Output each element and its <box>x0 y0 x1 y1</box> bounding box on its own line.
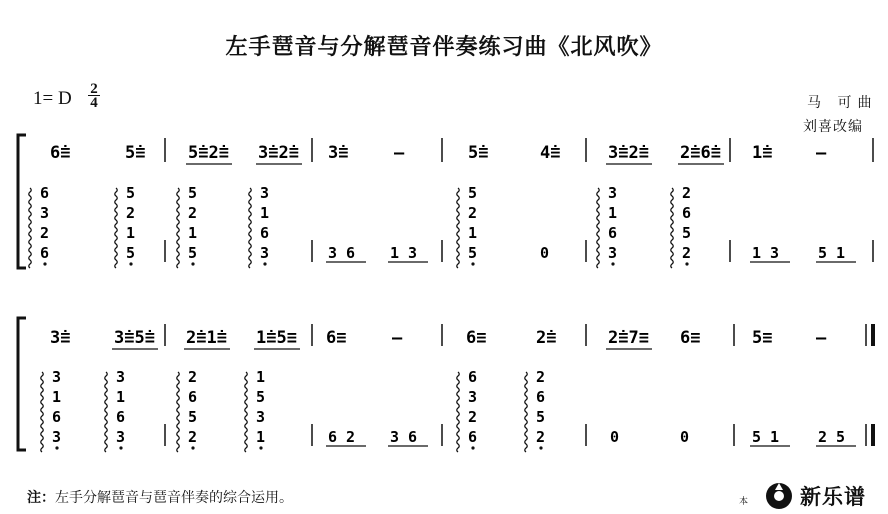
octave-dot <box>55 446 58 449</box>
meter-top: 2 <box>88 82 100 96</box>
octave-dot <box>685 262 688 265</box>
octave-dot <box>191 262 194 265</box>
bass-note: 3 6 <box>390 428 418 446</box>
chord-note: 6 <box>468 368 478 386</box>
melody-note: 6≡ <box>680 328 701 348</box>
chord-note: 5 <box>188 408 198 426</box>
arpeggio-wavy-line <box>177 188 180 268</box>
melody-note: 6̇≡ <box>50 143 71 163</box>
footnote-label: 注： <box>27 490 55 506</box>
chord-note: 3 <box>52 368 62 386</box>
chord-note: 6 <box>608 224 618 242</box>
chord-note: 2 <box>536 368 546 386</box>
chord-note: 3 <box>260 184 270 202</box>
bass-note: 1 3 <box>752 244 780 262</box>
system-1 <box>18 135 873 268</box>
melody-note: 4̇≡ <box>540 143 561 163</box>
chord-note: 5 <box>256 388 266 406</box>
arpeggio-wavy-line <box>41 372 44 452</box>
chord-note: 3 <box>468 388 478 406</box>
chord-note: 3 <box>256 408 266 426</box>
chord-note: 6 <box>260 224 270 242</box>
chord-note: 1 <box>116 388 126 406</box>
chord-note: 6 <box>40 184 50 202</box>
melody-note: 3̇≡2̇≡ <box>608 143 649 163</box>
chord-note: 6 <box>468 428 478 446</box>
melody-note: 3̇≡2̇≡ <box>258 143 299 163</box>
bass-note: 3 6 <box>328 244 356 262</box>
arpeggio-wavy-line <box>457 188 460 268</box>
chord-note: 2 <box>682 184 692 202</box>
octave-dot <box>471 446 474 449</box>
chord-note: 2 <box>40 224 50 242</box>
arpeggio-wavy-line <box>177 372 180 452</box>
chord-note: 2 <box>536 428 546 446</box>
chord-note: 5 <box>188 184 198 202</box>
brand-name: 新乐谱 <box>800 485 866 509</box>
page-title: 左手琶音与分解琶音伴奏练习曲《北风吹》 <box>225 34 663 60</box>
chord-note: 1 <box>188 224 198 242</box>
chord-note: 6 <box>40 244 50 262</box>
chord-note: 3 <box>52 428 62 446</box>
chord-note: 6 <box>116 408 126 426</box>
chord-note: 5 <box>468 184 478 202</box>
bass-note: 1 3 <box>390 244 418 262</box>
arpeggio-wavy-line <box>249 188 252 268</box>
chord-note: 6 <box>188 388 198 406</box>
chord-note: 2 <box>682 244 692 262</box>
melody-note: 5≡ <box>752 328 773 348</box>
chord-note: 2 <box>468 408 478 426</box>
arpeggio-wavy-line <box>525 372 528 452</box>
arpeggio-wavy-line <box>105 372 108 452</box>
melody-note: — <box>392 328 403 348</box>
arpeggio-wavy-line <box>29 188 32 268</box>
melody-note: — <box>816 143 827 163</box>
chord-note: 2 <box>188 428 198 446</box>
melody-note: 5̇≡ <box>468 143 489 163</box>
meter-bottom: 4 <box>90 95 98 111</box>
arpeggio-wavy-line <box>671 188 674 268</box>
melody-note: 6≡ <box>466 328 487 348</box>
chord-note: 2 <box>468 204 478 222</box>
chord-note: 1 <box>608 204 618 222</box>
chord-note: 5 <box>126 244 136 262</box>
octave-dot <box>611 262 614 265</box>
arpeggio-wavy-line <box>457 372 460 452</box>
arranger-credit: 刘喜改编 <box>803 119 863 135</box>
chord-note: 6 <box>536 388 546 406</box>
chord-note: 1 <box>256 368 266 386</box>
octave-dot <box>191 446 194 449</box>
octave-dot <box>259 446 262 449</box>
melody-note: — <box>816 328 827 348</box>
melody-note: 2̇≡7≡ <box>608 328 649 348</box>
footnote-text: 左手分解琶音与琶音伴奏的综合运用。 <box>55 490 293 506</box>
chord-note: 6 <box>52 408 62 426</box>
melody-note: 6≡ <box>326 328 347 348</box>
chord-note: 3 <box>116 368 126 386</box>
key-signature: 1= D <box>33 88 72 109</box>
arpeggio-wavy-line <box>597 188 600 268</box>
footnote <box>27 487 293 507</box>
bass-note: 2 5 <box>818 428 846 446</box>
arpeggio-wavy-line <box>115 188 118 268</box>
bass-note: 5 1 <box>752 428 780 446</box>
chord-note: 6 <box>682 204 692 222</box>
system-bracket <box>18 318 26 450</box>
chord-note: 5 <box>536 408 546 426</box>
melody-note: 5̇≡2̇≡ <box>188 143 229 163</box>
melody-note: 2̇≡6̇≡ <box>680 143 721 163</box>
chord-note: 2 <box>126 204 136 222</box>
chord-note: 5 <box>126 184 136 202</box>
chord-note: 2 <box>188 204 198 222</box>
octave-dot <box>471 262 474 265</box>
bass-note: 0 <box>610 428 620 446</box>
chord-note: 5 <box>468 244 478 262</box>
octave-dot <box>539 446 542 449</box>
melody-note: 5̇≡ <box>125 143 146 163</box>
melody-note: 2̇≡1̇≡ <box>186 328 227 348</box>
chord-note: 2 <box>188 368 198 386</box>
octave-dot <box>263 262 266 265</box>
chord-note: 3 <box>608 184 618 202</box>
watermark-prefix: 本 <box>739 497 749 507</box>
chord-note: 5 <box>188 244 198 262</box>
octave-dot <box>119 446 122 449</box>
chord-note: 1 <box>126 224 136 242</box>
system-bracket <box>18 135 26 268</box>
arpeggio-wavy-line <box>245 372 248 452</box>
octave-dot <box>129 262 132 265</box>
octave-dot <box>43 262 46 265</box>
chord-note: 3 <box>40 204 50 222</box>
melody-note: — <box>394 143 405 163</box>
melody-note: 3̇≡ <box>328 143 349 163</box>
chord-note: 1 <box>260 204 270 222</box>
chord-note: 3 <box>608 244 618 262</box>
chord-note: 1 <box>52 388 62 406</box>
system-2 <box>18 318 873 452</box>
chord-note: 1 <box>468 224 478 242</box>
bass-note: 5 1 <box>818 244 846 262</box>
melody-note: 3̇≡5̇≡ <box>114 328 155 348</box>
melody-note: 1̇≡ <box>752 143 773 163</box>
bass-note: 0 <box>540 244 550 262</box>
melody-note: 2̇≡ <box>536 328 557 348</box>
chord-note: 5 <box>682 224 692 242</box>
bass-note: 6 2 <box>328 428 356 446</box>
chord-note: 1 <box>256 428 266 446</box>
chord-note: 3 <box>116 428 126 446</box>
melody-note: 3̇≡ <box>50 328 71 348</box>
bass-note: 0 <box>680 428 690 446</box>
composer-credit: 马 可曲 <box>807 95 878 111</box>
chord-note: 3 <box>260 244 270 262</box>
melody-note: 1̇≡5≡ <box>256 328 297 348</box>
